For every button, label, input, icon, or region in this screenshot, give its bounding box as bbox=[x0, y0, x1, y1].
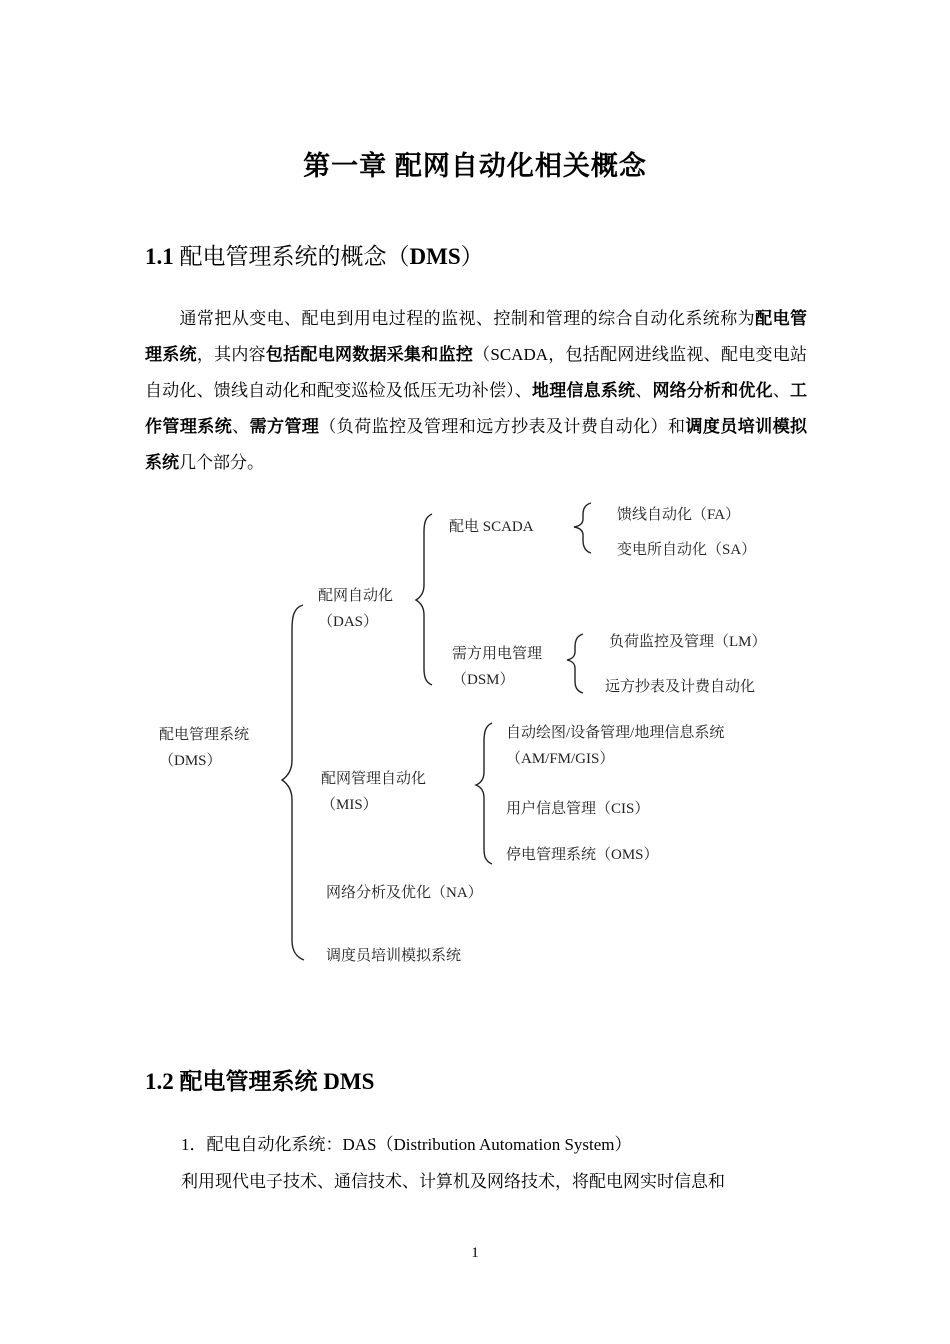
node-remote-metering: 远方抄表及计费自动化 bbox=[605, 679, 756, 695]
section-title: 配电管理系统的概念（ bbox=[173, 244, 410, 269]
bold-term: 需方管理 bbox=[249, 417, 320, 436]
node-abbr: （AM/FM/GIS） bbox=[506, 751, 615, 767]
node-oms: 停电管理系统（OMS） bbox=[506, 847, 659, 863]
section-title-abbr: DMS bbox=[409, 244, 461, 269]
text-run: （SCADA，包括配网进线监视、配电变电站自动化、馈线自动化和配变巡检及低压无功补偿）、 bbox=[145, 345, 808, 400]
text-run: 、 bbox=[635, 381, 653, 400]
section-number: 1.2 bbox=[145, 1069, 174, 1094]
node-dts: 调度员培训模拟系统 bbox=[326, 948, 462, 964]
node-label: 需方用电管理 bbox=[452, 646, 543, 662]
node-label: 配网管理自动化 bbox=[321, 771, 427, 787]
brace-das bbox=[416, 514, 432, 685]
node-cis: 用户信息管理（CIS） bbox=[506, 801, 650, 817]
text-run: ，其内容 bbox=[196, 345, 266, 364]
node-abbr: （DMS） bbox=[159, 753, 222, 769]
bold-term: 地理信息系统 bbox=[532, 381, 636, 400]
brace-root bbox=[282, 605, 304, 960]
text-run: 、 bbox=[772, 381, 791, 400]
chapter-title: 第一章 配网自动化相关概念 bbox=[303, 151, 647, 181]
node-na: 网络分析及优化（NA） bbox=[326, 885, 483, 901]
node-lm: 负荷监控及管理（LM） bbox=[609, 634, 767, 650]
text-run: 、 bbox=[232, 417, 250, 436]
bold-term: 网络分析和优化 bbox=[652, 381, 773, 400]
node-dsm bbox=[452, 644, 542, 690]
node-label: 配电管理系统 bbox=[159, 727, 250, 743]
section-number: 1.1 bbox=[145, 244, 174, 269]
node-sa: 变电所自动化（SA） bbox=[617, 542, 757, 558]
bold-term: 配电管理系统 bbox=[145, 309, 808, 364]
section-title-end: ） bbox=[460, 244, 484, 269]
node-mis bbox=[321, 769, 426, 815]
section-title: 配电管理系统 DMS bbox=[173, 1069, 375, 1094]
bold-term: 工作管理系统 bbox=[145, 381, 808, 436]
node-abbr: （DAS） bbox=[318, 614, 379, 630]
section-heading-1-2 bbox=[145, 1063, 374, 1096]
list-item-das-text: 利用现代电子技术、通信技术、计算机及网络技术，将配电网实时信息和 bbox=[181, 1172, 725, 1191]
brace-mis bbox=[476, 723, 492, 864]
bold-term: 调度员培训模拟系统 bbox=[145, 417, 808, 472]
node-scada: 配电 SCADA bbox=[449, 519, 534, 535]
node-am-fm-gis bbox=[506, 723, 724, 769]
bold-term: 包括配电网数据采集和监控 bbox=[265, 345, 474, 364]
node-fa: 馈线自动化（FA） bbox=[617, 507, 741, 523]
text-run: （负荷监控及管理和远方抄表及计费自动化）和 bbox=[319, 417, 686, 436]
node-label: 自动绘图/设备管理/地理信息系统 bbox=[506, 725, 725, 741]
page-number: 1 bbox=[471, 1245, 479, 1261]
brace-scada bbox=[574, 503, 591, 553]
brace-dsm bbox=[567, 634, 583, 693]
node-abbr: （DSM） bbox=[452, 672, 515, 688]
node-das bbox=[318, 586, 393, 632]
list-item-das: 1．配电自动化系统：DAS（Distribution Automation System） bbox=[181, 1135, 632, 1154]
text-run: 几个部分。 bbox=[179, 453, 264, 472]
node-abbr: （MIS） bbox=[321, 797, 378, 813]
node-dms bbox=[159, 725, 249, 771]
node-label: 配网自动化 bbox=[318, 588, 394, 604]
text-run: 通常把从变电、配电到用电过程的监视、控制和管理的综合自动化系统称为 bbox=[179, 309, 756, 328]
